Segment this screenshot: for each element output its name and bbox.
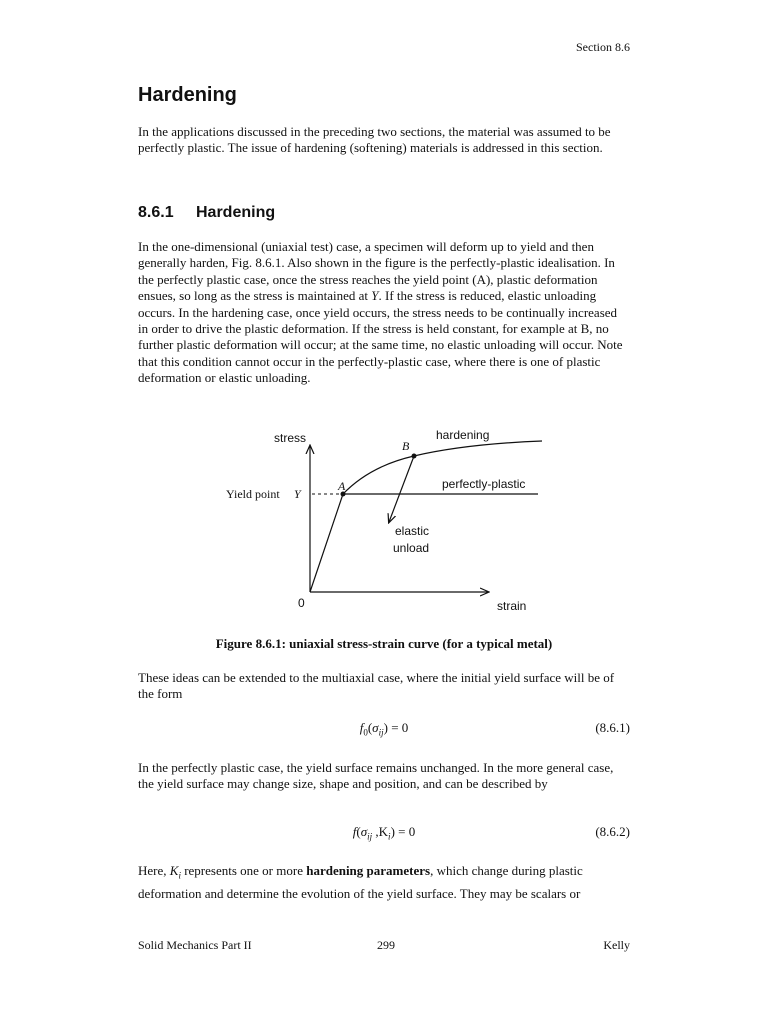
footer-left: Solid Mechanics Part II (138, 938, 252, 952)
page-title: Hardening (138, 84, 237, 106)
equation-8-6-2-expression: $f(\sigma_{ij}$ $,K_i) = 0$ (352, 824, 416, 842)
yield-surface-paragraph: In the perfectly plastic case, the yield surface remains unchanged. In the more general case, the yield surface may change size, shape and position, and can be described by (138, 760, 614, 792)
hardening-parameters-paragraph: Here, $K_i$ represents one or more hardening parameters, which change during plastic deformation and determine the evolution of the yield surface. They may be scalars or (138, 863, 583, 902)
multiaxial-paragraph: These ideas can be extended to the multiaxial case, where the initial yield surface will be of the form (138, 670, 615, 702)
elastic-unload-arrow (389, 456, 414, 522)
stress-label: stress (274, 431, 307, 445)
uniaxial-paragraph-part1: In the one-dimensional (uniaxial test) case, a specimen will deform up to yield and then generally harden, Fig. 8.6.1. Also shown in the figure is the perfectly-plastic idealisation. In the perfectly plastic case, once the stress reaches the yield point (A), plastic deformation ensues, so long as the stress is maintained at (138, 239, 615, 304)
equation-8-6-1 (138, 720, 630, 738)
elastic-label: elastic (395, 524, 430, 538)
elastic-loading-line (310, 494, 343, 592)
intro-paragraph: In the applications discussed in the preceding two sections, the material was assumed to be perfectly plastic. The issue of hardening (softening) materials is addressed in this section. (138, 124, 611, 156)
subsection-title: Hardening (196, 204, 276, 221)
perfectly-plastic-label: perfectly-plastic (442, 477, 526, 491)
page-number: 299 (377, 938, 395, 952)
equation-8-6-1-expression: $f_0(\sigma_{ij}) = 0$ (359, 720, 409, 738)
footer-right: Kelly (603, 938, 630, 952)
uniaxial-paragraph-part2: . If the stress is reduced, elastic unloading occurs. In the hardening case, once yield occurs, the stress needs to be continually increased in order to drive the plastic deformation. If the stress is held constant, for example at B, no further plastic deformation will occur; at the same time, no elastic unloading will occur. Note that this condition cannot occur in the perfectly-plastic case, where there is one of plastic deformation or elastic unloading. (138, 288, 623, 386)
yield-symbol-inline: Y (371, 288, 379, 304)
equation-8-6-2-number: (8.6.2) (595, 824, 630, 839)
running-header: Section 8.6 (576, 40, 630, 54)
hardening-label: hardening (436, 428, 490, 442)
equation-8-6-1-number: (8.6.1) (595, 720, 630, 735)
hardening-parameters-term: hardening parameters (306, 863, 431, 878)
subsection-number: 8.6.1 (138, 204, 174, 221)
yield-symbol-label: Y (294, 487, 301, 501)
yield-point-label: Yield point (226, 487, 280, 501)
figure-caption: Figure 8.6.1: uniaxial stress-strain curve (for a typical metal) (215, 636, 553, 651)
equation-8-6-2 (138, 824, 630, 842)
unload-label: unload (393, 541, 430, 555)
origin-label: 0 (298, 596, 305, 610)
point-b-marker (412, 454, 417, 459)
strain-label: strain (497, 599, 527, 613)
point-a-label: A (338, 479, 346, 493)
point-b-label: B (402, 439, 410, 453)
